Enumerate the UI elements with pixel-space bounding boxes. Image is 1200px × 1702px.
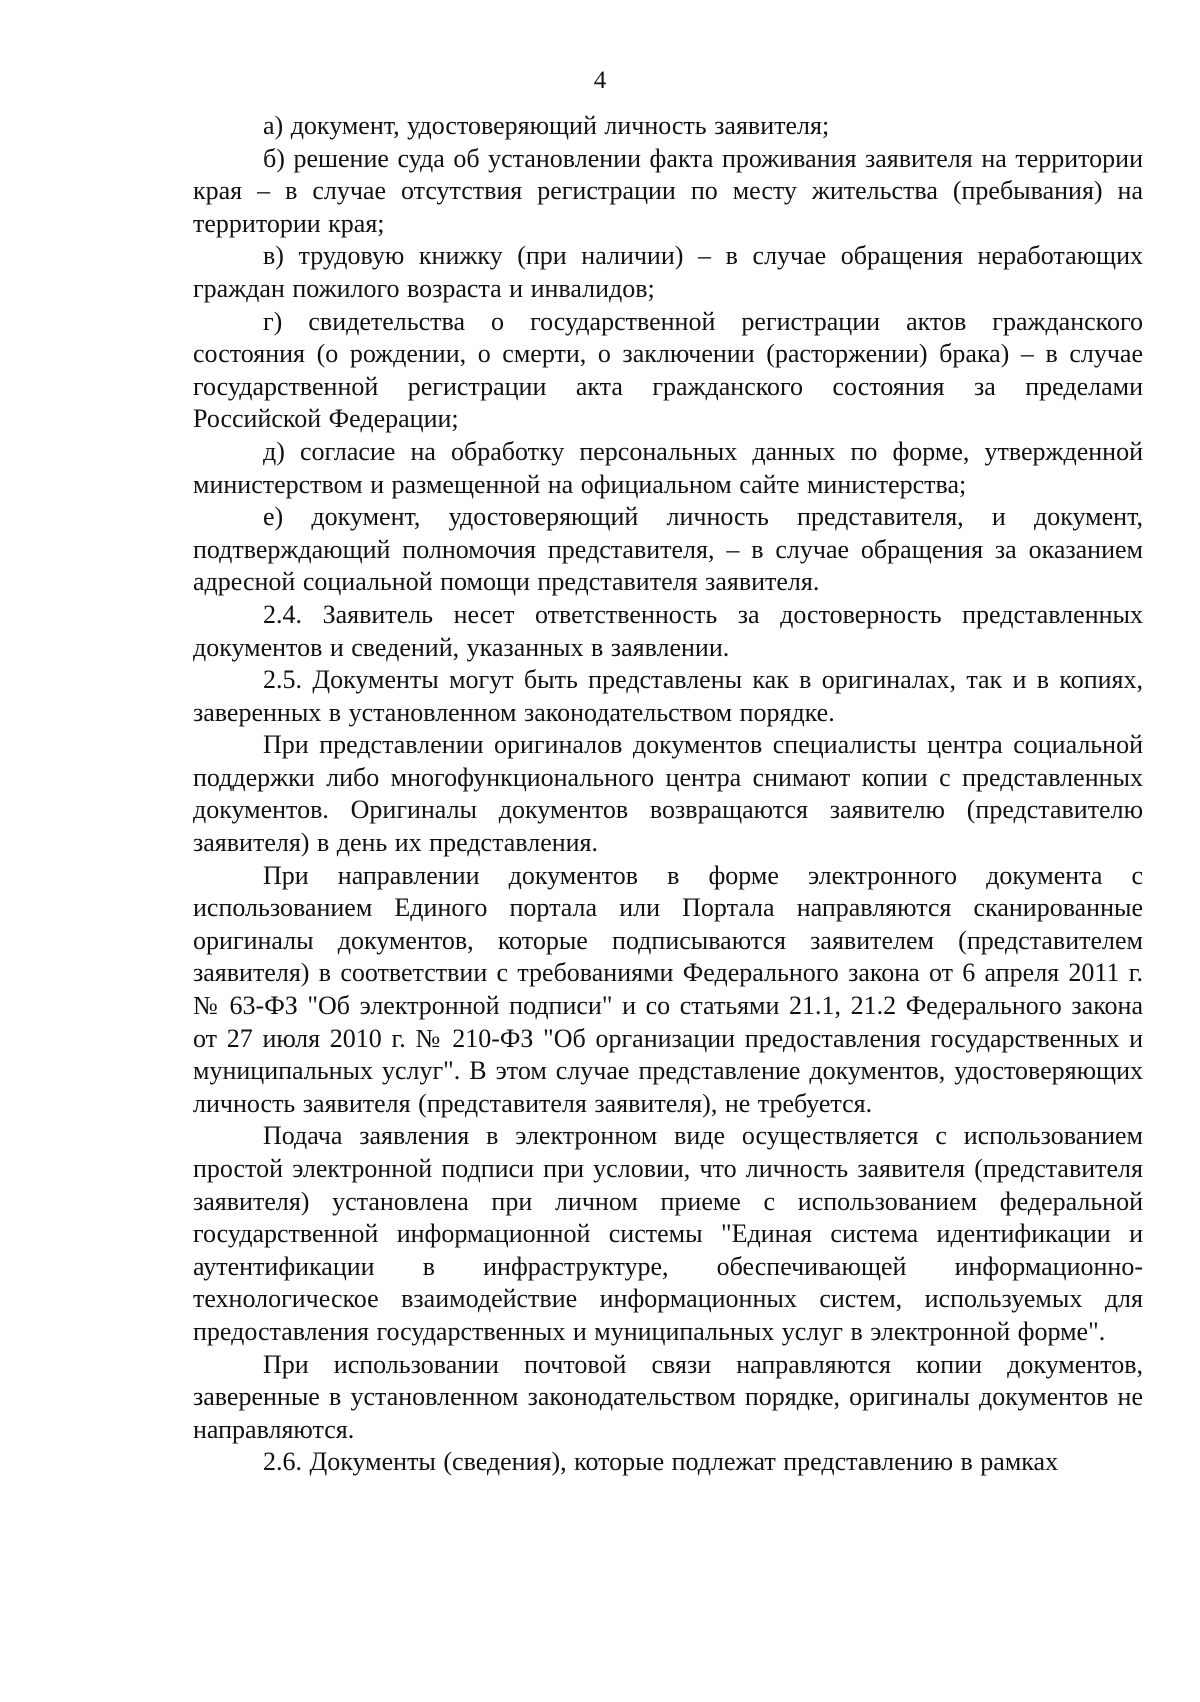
paragraph-electronic-submission: Подача заявления в электронном виде осуществляется с использованием простой электронной подписи при условии, что личность заявителя (представителя заявителя) установлена при личном приеме с использованием федеральной государственной информационной системы "Единая система идентификации и аутентификации в инфраструктуре, обеспечивающей информационно-технологическое взаимодействие информационных систем, используемых для предоставления государственных и муниципальных услуг в электронной форме". [193, 1121, 1143, 1346]
paragraph-item-d: д) согласие на обработку персональных данных по форме, утвержденной министерством и размещенной на официальном сайте министерства; [193, 436, 1143, 499]
paragraph-item-g: г) свидетельства о государственной регистрации актов гражданского состояния (о рождении, о смерти, о заключении (расторжении) брака) – в случае государственной регистрации акта гражданского состояния за пределами Российской Федерации; [193, 306, 1143, 434]
paragraph-electronic-documents: При направлении документов в форме электронного документа с использованием Единого портала или Портала направляются сканированные оригиналы документов, которые подписываются заявителем (представителем заявителя) в соответствии с требованиями Федерального закона от 6 апреля 2011 г. № 63-ФЗ "Об электронной подписи" и со статьями 21.1, 21.2 Федерального закона от 27 июля 2010 г. № 210-ФЗ "Об организации предоставления государственных и муниципальных услуг". В этом случае представление документов, удостоверяющих личность заявителя (представителя заявителя), не требуется. [193, 860, 1143, 1118]
paragraph-item-e: е) документ, удостоверяющий личность представителя, и документ, подтверждающий полномочия представителя, – в случае обращения за оказанием адресной социальной помощи представителя заявителя. [193, 502, 1143, 597]
paragraph-section-2-6: 2.6. Документы (сведения), которые подлежат представлению в рамках [263, 1447, 1059, 1477]
document-body [193, 110, 1143, 1479]
paragraph-section-2-5: 2.5. Документы могут быть представлены как в оригиналах, так и в копиях, заверенных в установленном законодательством порядке. [193, 665, 1143, 727]
paragraph-item-a: а) документ, удостоверяющий личность заявителя; [263, 111, 830, 140]
page-number: 4 [593, 67, 607, 94]
paragraph-postal: При использовании почтовой связи направляются копии документов, заверенные в установленном законодательством порядке, оригиналы документов не направляются. [193, 1349, 1143, 1444]
paragraph-item-b: б) решение суда об установлении факта проживания заявителя на территории края – в случае отсутствия регистрации по месту жительства (пребывания) на территории края; [193, 143, 1143, 238]
paragraph-originals: При представлении оригиналов документов специалисты центра социальной поддержки либо многофункционального центра снимают копии с представленных документов. Оригиналы документов возвращаются заявителю (представителю заявителя) в день их представления. [193, 730, 1143, 858]
paragraph-section-2-4: 2.4. Заявитель несет ответственность за достоверность представленных документов и сведений, указанных в заявлении. [193, 599, 1143, 662]
paragraph-item-v: в) трудовую книжку (при наличии) – в случае обращения неработающих граждан пожилого возраста и инвалидов; [193, 241, 1143, 303]
